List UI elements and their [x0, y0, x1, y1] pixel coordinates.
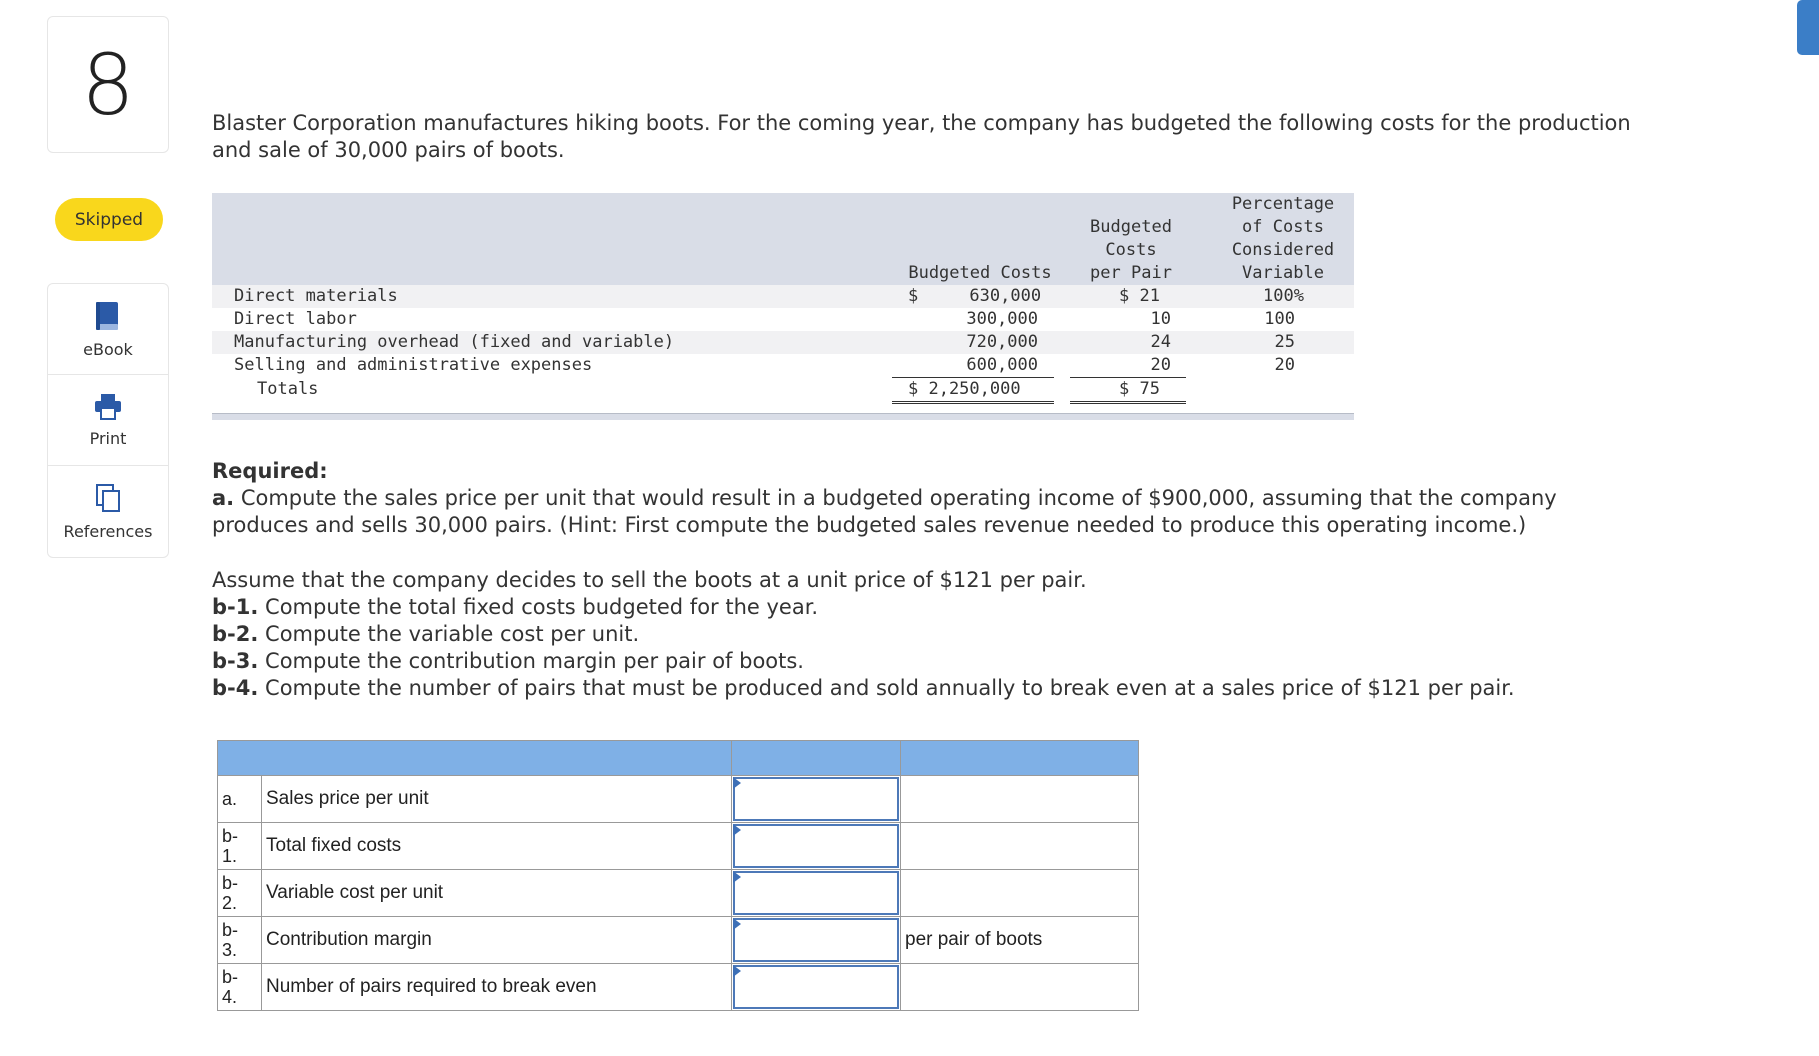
header-pct-4: Variable: [1242, 263, 1324, 283]
subtotal-rule: [892, 377, 1054, 378]
flag-icon: [733, 871, 741, 883]
row-letter: b- 3.: [218, 917, 262, 964]
row-budgeted: $ 630,000: [908, 286, 1042, 306]
flag-icon: [733, 824, 741, 836]
part-a-text: Compute the sales price per unit that would result in a budgeted operating income of $900,000, assuming that the company produces and sells 30,000 pairs. (Hint: First compute the budgeted sales revenue needed to produce this operating income.): [212, 486, 1557, 537]
row-label: Contribution margin: [262, 917, 732, 964]
tools-panel: [47, 283, 169, 558]
row-letter: a.: [218, 776, 262, 823]
answer-row-a: [218, 776, 1139, 823]
flag-icon: [733, 777, 741, 789]
ebook-label: eBook: [83, 339, 133, 359]
row-label: Number of pairs required to break even: [262, 964, 732, 1011]
subtotal-rule: [1070, 377, 1186, 378]
part-b3-label: b-3.: [212, 649, 259, 673]
contribution-margin-input[interactable]: [733, 918, 899, 962]
row-letter: b- 4.: [218, 964, 262, 1011]
flag-icon: [733, 918, 741, 930]
row-pct: 25: [1274, 332, 1295, 352]
row-per-pair: 24: [1150, 332, 1171, 352]
answer-row-b4: [218, 964, 1139, 1011]
print-button[interactable]: [48, 375, 168, 466]
row-item: Direct labor: [234, 309, 357, 329]
header-pct-2: of Costs: [1242, 217, 1324, 237]
row-per-pair: $ 21: [1119, 286, 1160, 306]
required-section: [212, 458, 1632, 539]
totals-budgeted: $ 2,250,000: [908, 379, 1021, 399]
part-a-label: a.: [212, 486, 235, 510]
ebook-button[interactable]: [48, 284, 168, 375]
total-fixed-costs-input[interactable]: [733, 824, 899, 868]
row-pct: 100%: [1263, 286, 1304, 306]
row-item: Direct materials: [234, 286, 398, 306]
row-budgeted: 600,000: [966, 355, 1038, 375]
row-budgeted: 300,000: [966, 309, 1038, 329]
sales-price-input[interactable]: [733, 777, 899, 821]
row-letter: b- 1.: [218, 823, 262, 870]
row-unit: [901, 964, 1139, 1011]
required-heading: Required:: [212, 459, 328, 483]
answer-row-b3: [218, 917, 1139, 964]
part-b4-label: b-4.: [212, 676, 259, 700]
answer-table-header: [218, 741, 1139, 776]
assumption-text: Assume that the company decides to sell the boots at a unit price of $121 per pair.: [212, 568, 1087, 592]
table-bottom-rule: [212, 413, 1354, 420]
answer-row-b1: [218, 823, 1139, 870]
row-pct: 100: [1264, 309, 1295, 329]
part-b3-text: Compute the contribution margin per pair of boots.: [265, 649, 804, 673]
row-unit: per pair of boots: [901, 917, 1139, 964]
totals-per-pair: $ 75: [1119, 379, 1160, 399]
part-b2-text: Compute the variable cost per unit.: [265, 622, 640, 646]
part-b1-label: b-1.: [212, 595, 259, 619]
part-b4-text: Compute the number of pairs that must be produced and sold annually to break even at a sales price of $121 per pair.: [265, 676, 1515, 700]
row-per-pair: 20: [1150, 355, 1171, 375]
answer-input-b2-cell: [732, 870, 901, 917]
row-item: Selling and administrative expenses: [234, 355, 593, 375]
part-b1-text: Compute the total fixed costs budgeted for the year.: [265, 595, 819, 619]
row-unit: [901, 776, 1139, 823]
header-pct-1: Percentage: [1231, 194, 1335, 214]
row-item: Manufacturing overhead (fixed and variable): [234, 332, 675, 352]
header-pct-3: Considered: [1231, 240, 1335, 260]
assumption-section: [212, 567, 1712, 702]
header-per-pair-3: per Pair: [1090, 263, 1172, 283]
row-label: Sales price per unit: [262, 776, 732, 823]
answer-input-b3-cell: [732, 917, 901, 964]
row-budgeted: 720,000: [966, 332, 1038, 352]
row-unit: [901, 823, 1139, 870]
side-panel-tab[interactable]: [1797, 0, 1819, 55]
row-letter: b- 2.: [218, 870, 262, 917]
variable-cost-input[interactable]: [733, 871, 899, 915]
print-label: Print: [89, 428, 127, 448]
status-badge: Skipped: [55, 198, 163, 241]
printer-icon: [93, 393, 123, 421]
book-icon: [94, 300, 122, 332]
copy-icon: [94, 482, 122, 514]
row-label: Variable cost per unit: [262, 870, 732, 917]
answer-input-b4-cell: [732, 964, 901, 1011]
answer-row-b2: [218, 870, 1139, 917]
header-per-pair-1: Budgeted: [1090, 217, 1172, 237]
question-number: 8: [47, 16, 169, 153]
row-unit: [901, 870, 1139, 917]
flag-icon: [733, 965, 741, 977]
total-double-rule: [892, 401, 1054, 404]
references-label: References: [63, 522, 153, 541]
break-even-pairs-input[interactable]: [733, 965, 899, 1009]
row-pct: 20: [1274, 355, 1295, 375]
problem-intro: Blaster Corporation manufactures hiking boots. For the coming year, the company has budgeted the following costs for the production and sale of 30,000 pairs of boots.: [212, 111, 1631, 162]
answer-input-a-cell: [732, 776, 901, 823]
references-button[interactable]: [48, 466, 168, 557]
total-double-rule: [1070, 401, 1186, 404]
totals-label: Totals: [257, 379, 319, 399]
answer-input-b1-cell: [732, 823, 901, 870]
answer-table: [217, 740, 1139, 1011]
part-b2-label: b-2.: [212, 622, 259, 646]
row-label: Total fixed costs: [262, 823, 732, 870]
header-per-pair-2: Costs: [1105, 240, 1157, 260]
header-budgeted-costs: Budgeted Costs: [908, 263, 1052, 283]
budget-table: [212, 193, 1354, 423]
row-per-pair: 10: [1150, 309, 1171, 329]
